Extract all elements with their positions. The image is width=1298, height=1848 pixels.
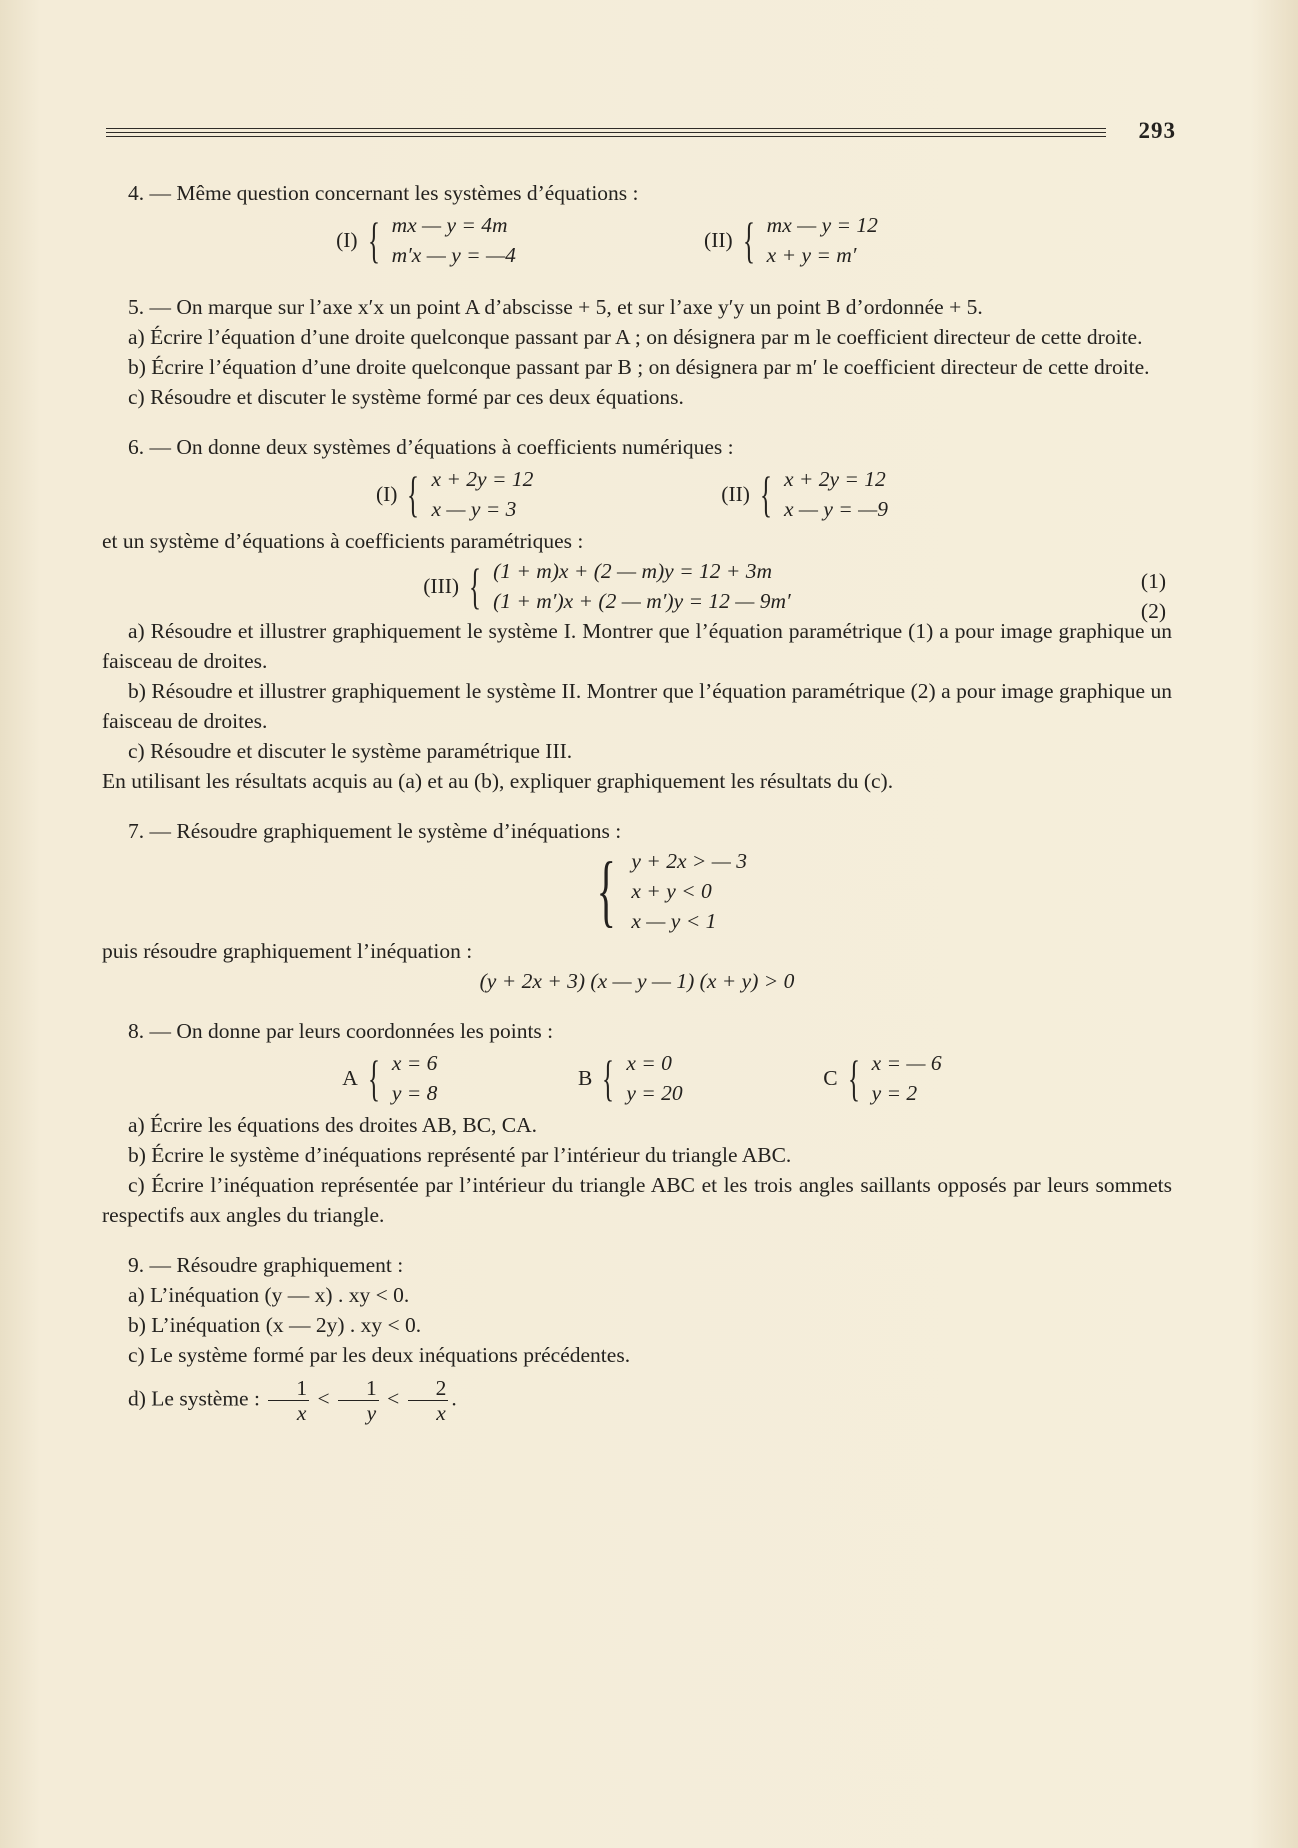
ex6-sysIII-label: (III) [423,574,460,598]
ex6-a: a) Résoudre et illustrer graphiquement le système I. Montrer que l’équation paramétrique (1) a pour image graphique un faisceau de droites. [102,619,1172,673]
ex6-systems [102,464,1172,524]
ex8-A-label: A [342,1066,358,1090]
ex4-sysI-line1: mx — y = 4m [391,213,508,237]
ex6-sysIII-line1: (1 + m)x + (2 — m)y = 12 + 3m [493,559,773,583]
fraction-3 [408,1376,449,1425]
ex7-line1: y + 2x > — 3 [631,849,747,873]
ex4-sysI-label: (I) [336,228,358,252]
ex8-a: a) Écrire les équations des droites AB, BC, CA. [128,1113,538,1137]
page-number: 293 [1138,118,1176,143]
ex6-intro: 6. — On donne deux systèmes d’équations à coefficients numériques : [128,435,734,459]
ex8-B-y: y = 20 [626,1081,683,1105]
ex7-line2: x + y < 0 [631,879,712,903]
ex7-mid: puis résoudre graphiquement l’inéquation : [102,939,473,963]
ex4-systems [102,210,1172,270]
ex6-c: c) Résoudre et discuter le système paramétrique III. [128,739,573,763]
ex8-points [102,1048,1172,1108]
ex9-intro: 9. — Résoudre graphiquement : [128,1253,404,1277]
ex6-sysII-label: (II) [721,482,750,506]
ex6-sysI-line1: x + 2y = 12 [431,467,534,491]
ex6-sysIII-line2: (1 + m′)x + (2 — m′)y = 12 — 9m′ [493,589,791,613]
ex5-intro: 5. — On marque sur l’axe x′x un point A d’abscisse + 5, et sur l’axe y′y un point B d’ordonnée + 5. [128,295,983,319]
ex9-a: a) L’inéquation (y — x) . xy < 0. [128,1283,410,1307]
f3-den: x [436,1401,446,1425]
ex6-system-III [102,556,1172,623]
f1-den: x [296,1401,307,1425]
ex5-b: b) Écrire l’équation d’une droite quelconque passant par B ; on désignera par m′ le coefficient directeur de cette droite. [128,355,1150,379]
ex6-sysI-label: (I) [375,482,398,506]
ex8-point-B [578,1048,683,1108]
ex5-a: a) Écrire l’équation d’une droite quelconque passant par A ; on désignera par m le coefficient directeur de cette droite. [128,325,1143,349]
ex8-c: c) Écrire l’inéquation représentée par l’intérieur du triangle ABC et les trois angles saillants opposés par leurs sommets respectifs aux angles du triangle. [102,1173,1172,1227]
ex6-tag1: (1) [1140,569,1166,593]
ex4-system-II [704,210,878,270]
ex4-text: 4. — Même question concernant les systèmes d’équations : [128,181,639,205]
ex9-d [102,1376,1172,1425]
ex8-point-A [342,1048,437,1108]
ex6-b: b) Résoudre et illustrer graphiquement le système II. Montrer que l’équation paramétrique (2) a pour image graphique un faisceau de droites. [102,679,1172,733]
ex6-system-I [376,464,533,524]
page-content [102,178,1172,1425]
brace-icon: { [469,558,482,614]
page-header [106,118,1176,148]
fraction-1 [268,1376,309,1425]
ex9-d-prefix: d) Le système : [128,1386,260,1411]
ex9-b: b) L’inéquation (x — 2y) . xy < 0. [128,1313,422,1337]
ex8-C-label: C [823,1066,838,1090]
brace-icon: { [367,212,380,268]
brace-icon: { [742,212,755,268]
ex6-tag2: (2) [1140,599,1166,623]
header-rule [106,128,1106,140]
ex9-op2: < [387,1386,400,1411]
ex6-sysII-line2: x — y = —9 [783,497,889,521]
ex8-A-y: y = 8 [391,1081,438,1105]
brace-icon: { [596,847,616,935]
ex8-B-x: x = 0 [626,1051,672,1075]
ex8-A-x: x = 6 [391,1051,438,1075]
ex8-B-label: B [578,1066,593,1090]
ex8-b: b) Écrire le système d’inéquations représenté par l’intérieur du triangle ABC. [128,1143,792,1167]
ex8-C-x: x = — 6 [871,1051,942,1075]
ex8-point-C [823,1048,941,1108]
f2-num: 1 [338,1376,379,1401]
ex4-sysII-label: (II) [704,228,733,252]
ex6-end: En utilisant les résultats acquis au (a) et au (b), expliquer graphiquement les résultats du (c). [102,769,894,793]
ex9-d-end: . [451,1386,457,1411]
ex4-system-I [336,210,516,270]
ex4-sysI-line2: m′x — y = —4 [391,243,516,267]
f2-den: y [366,1401,377,1425]
ex5-c: c) Résoudre et discuter le système formé par ces deux équations. [128,385,684,409]
ex7-inequation: (y + 2x + 3) (x — y — 1) (x + y) > 0 [479,969,795,993]
ex6-mid: et un système d’équations à coefficients paramétriques : [102,529,584,553]
ex7-system [162,846,1172,936]
brace-icon: { [367,1050,380,1106]
ex8-C-y: y = 2 [871,1081,918,1105]
ex6-sysII-line1: x + 2y = 12 [783,467,886,491]
ex4-sysII-line1: mx — y = 12 [766,213,878,237]
brace-icon: { [759,466,772,522]
ex9-c: c) Le système formé par les deux inéquations précédentes. [128,1343,631,1367]
brace-icon: { [602,1050,615,1106]
brace-icon: { [847,1050,860,1106]
ex7-intro: 7. — Résoudre graphiquement le système d’inéquations : [128,819,622,843]
ex7-line3: x — y < 1 [631,909,717,933]
brace-icon: { [407,466,420,522]
f3-num: 2 [408,1376,449,1401]
fraction-2 [338,1376,379,1425]
ex4-sysII-line2: x + y = m′ [766,243,857,267]
ex9-op1: < [317,1386,330,1411]
ex6-sysI-line2: x — y = 3 [431,497,517,521]
ex8-intro: 8. — On donne par leurs coordonnées les points : [128,1019,554,1043]
ex6-system-II [721,464,888,524]
f1-num: 1 [268,1376,309,1401]
